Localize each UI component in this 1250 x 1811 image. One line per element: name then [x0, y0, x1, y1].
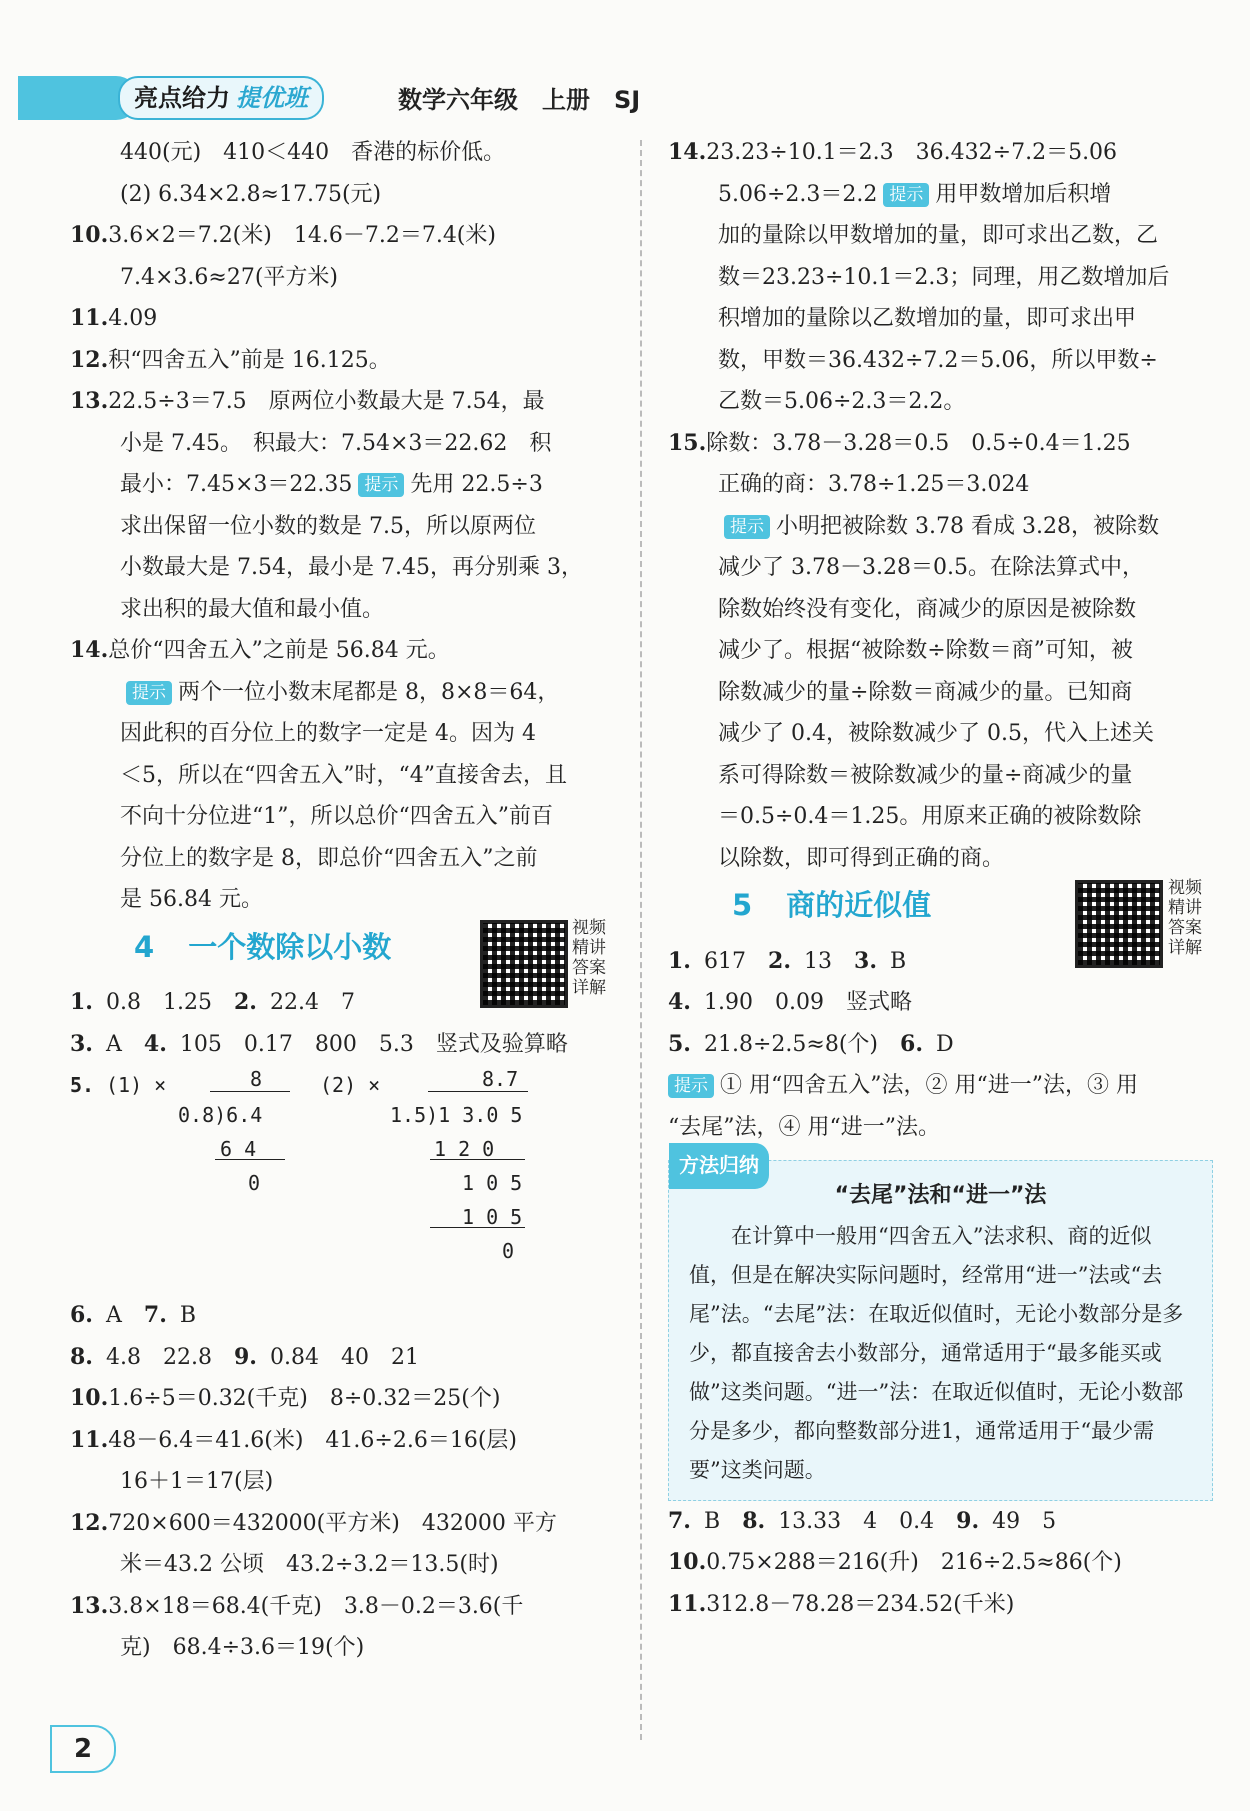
tip-text: 系可得除数＝被除数减少的量÷商减少的量 [718, 762, 1133, 788]
tip-text: 减少了。根据“被除数÷除数＝商”可知，被 [718, 638, 1133, 663]
section-name: 商的近似值 [786, 888, 932, 922]
question-number: 5. [668, 1030, 691, 1057]
book-title: 数学六年级 上册 SJ [398, 86, 641, 114]
question-number: 14. [668, 139, 707, 165]
qr-caption: 视频精讲 答案详解 [1168, 878, 1202, 958]
method-summary-box [668, 1153, 1213, 1501]
tip-text: ＜5，所以在“四舍五入”时，“4”直接舍去，且 [120, 762, 567, 788]
text-line: (2) 6.34×2.8≈17.75(元) [120, 181, 382, 207]
question-number: 12. [70, 346, 109, 373]
question-number: 6. [70, 1302, 93, 1328]
answer-text: B [704, 1508, 721, 1534]
tip-text: 减少了 3.78－3.28＝0.5。在除法算式中， [718, 555, 1144, 580]
question-number: 9. [234, 1343, 257, 1370]
answer-text: 总价“四舍五入”之前是 56.84 元。 [108, 638, 450, 663]
division-bar [210, 1091, 290, 1092]
question-number: 3. [70, 1030, 93, 1057]
question-number: 12. [70, 1509, 109, 1536]
answer-text: 5.06÷2.3＝2.2 [718, 181, 878, 207]
tip-text: 乙数＝5.06÷2.3＝2.2。 [718, 389, 966, 414]
question-number: 11. [668, 1590, 707, 1617]
answer-text: 4.8 22.8 [106, 1344, 212, 1370]
question-number: 2. [234, 989, 257, 1015]
division-line [430, 1227, 525, 1228]
long-division-area [70, 1065, 625, 1295]
brand-badge [118, 76, 324, 120]
answer-text: 3.8×18＝68.4(千克) 3.8－0.2＝3.6(千 [108, 1593, 524, 1619]
page-header [18, 70, 1078, 120]
tip-badge: 提示 [126, 681, 172, 705]
answer-text: 1.6÷5＝0.32(千克) 8÷0.32＝25(个) [108, 1386, 501, 1411]
question-number: 11. [70, 1426, 109, 1453]
answer-text: 49 5 [992, 1508, 1057, 1534]
tip-text: “去尾”法，④ 用“进一”法。 [668, 1114, 940, 1140]
answer-text: 0.8 1.25 [106, 990, 212, 1015]
question-number: 7. [668, 1507, 691, 1534]
question-number: 13. [70, 388, 109, 414]
answer-text: B [890, 948, 907, 974]
question-number: 13. [70, 1592, 109, 1619]
section-number: 4 [134, 929, 155, 964]
text-line: 440(元) 410＜440 香港的标价低。 [120, 140, 506, 165]
tip-text: 两个一位小数末尾都是 8，8×8＝64， [178, 679, 560, 705]
question-number: 8. [70, 1343, 93, 1370]
tip-text: 是 56.84 元。 [120, 887, 263, 912]
answer-text: 正确的商：3.78÷1.25＝3.024 [718, 472, 1030, 497]
tip-text: 数，甲数＝36.432÷7.2＝5.06，所以甲数÷ [718, 347, 1158, 373]
tip-text: 以除数，即可得到正确的商。 [718, 845, 1005, 871]
answer-text: 22.5÷3＝7.5 原两位小数最大是 7.54，最 [108, 389, 545, 414]
answer-text: 312.8－78.28＝234.52(千米) [706, 1591, 1015, 1617]
division-step: 6 4 [220, 1137, 257, 1161]
tip-text: 除数始终没有变化，商减少的原因是被除数 [718, 596, 1137, 622]
tip-text: 小明把被除数 3.78 看成 3.28，被除数 [776, 513, 1159, 539]
answer-text: (1) × [106, 1073, 167, 1097]
tip-text: 小数最大是 7.54，最小是 7.45，再分别乘 3， [120, 555, 583, 580]
answer-text: A [106, 1303, 122, 1328]
division-dividend: 0.8)6.4 [178, 1103, 263, 1127]
answer-text: 除数：3.78－3.28＝0.5 0.5÷0.4＝1.25 [706, 430, 1131, 456]
tip-badge: 提示 [724, 515, 770, 539]
tip-text: 因此积的百分位上的数字一定是 4。因为 4 [120, 721, 536, 746]
question-number: 5. [70, 1073, 95, 1097]
division-quotient: 8 [250, 1067, 263, 1091]
question-number: 14. [70, 637, 109, 663]
tip-text: ① 用“四舍五入”法，② 用“进一”法，③ 用 [720, 1073, 1138, 1098]
division-step: 1 0 5 [462, 1171, 523, 1195]
tip-text: 数＝23.23÷10.1＝2.3；同理，用乙数增加后 [718, 264, 1170, 290]
question-number: 10. [70, 1385, 109, 1411]
section-number: 5 [732, 888, 753, 922]
answer-text: (2) × [320, 1073, 381, 1097]
answer-text: 米＝43.2 公顷 43.2÷3.2＝13.5(时) [120, 1552, 499, 1577]
answer-text: 105 0.17 800 5.3 竖式及验算略 [179, 1031, 568, 1057]
answer-text: 4.09 [108, 306, 158, 331]
answer-text: 720×600＝432000(平方米) 432000 平方 [108, 1510, 557, 1536]
tip-text: 加的量除以甲数增加的量，即可求出乙数，乙 [718, 223, 1159, 248]
answer-text: 22.4 7 [270, 990, 355, 1015]
method-badge: 方法归纳 [669, 1143, 769, 1189]
tip-text: 减少了 0.4，被除数减少了 0.5，代入上述关 [718, 721, 1154, 746]
answer-text: 13.33 4 0.4 [778, 1508, 935, 1534]
question-number: 10. [70, 222, 109, 248]
question-number: 1. [70, 989, 93, 1015]
question-number: 7. [143, 1302, 167, 1328]
division-dividend: 1.5)1 3.0 5 [390, 1103, 523, 1127]
question-number: 3. [854, 947, 877, 974]
tip-text: 除数减少的量÷除数＝商减少的量。已知商 [718, 679, 1133, 705]
question-number: 15. [668, 429, 707, 456]
answer-text: 23.23÷10.1＝2.3 36.432÷7.2＝5.06 [706, 140, 1118, 165]
answer-text: 0.84 40 21 [270, 1344, 419, 1370]
tip-badge: 提示 [668, 1074, 714, 1098]
qr-code[interactable] [480, 920, 568, 1008]
tip-badge: 提示 [358, 473, 404, 497]
section-name: 一个数除以小数 [188, 929, 392, 964]
answer-text: 克) 68.4÷3.6＝19(个) [120, 1635, 365, 1660]
division-step: 1 2 0 [434, 1137, 495, 1161]
answer-text: 1.90 0.09 竖式略 [704, 990, 912, 1015]
tip-text: 求出保留一位小数的数是 7.5，所以原两位 [120, 513, 536, 539]
question-number: 9. [956, 1507, 980, 1534]
tip-badge: 提示 [883, 183, 929, 207]
tip-text: ＝0.5÷0.4＝1.25。用原来正确的被除数除 [718, 804, 1142, 829]
brand-subtext: 提优班 [236, 84, 308, 112]
question-number: 6. [900, 1030, 923, 1057]
division-quotient: 8.7 [482, 1067, 519, 1091]
qr-caption: 视频精讲 答案详解 [572, 918, 606, 998]
tip-text: 分位上的数字是 8，即总价“四舍五入”之前 [120, 845, 538, 871]
tip-text: 先用 22.5÷3 [410, 472, 543, 497]
answer-text: 积“四舍五入”前是 16.125。 [108, 347, 391, 373]
question-number: 8. [742, 1507, 766, 1534]
answer-text: 21.8÷2.5≈8(个) [704, 1031, 879, 1057]
answer-text: 48－6.4＝41.6(米) 41.6÷2.6＝16(层) [108, 1427, 517, 1453]
column-divider [640, 140, 642, 1740]
answer-text: 617 [704, 948, 746, 974]
tip-text: 积增加的量除以乙数增加的量，即可求出甲 [718, 306, 1137, 331]
question-number: 10. [668, 1549, 707, 1575]
method-body: 在计算中一般用“四舍五入”法求积、商的近似值，但是在解决实际问题时，经常用“进一”法或“去尾”法。“去尾”法：在取近似值时，无论小数部分是多少，都直接舍去小数部分，通常适用于“最多能买或做”这类问题。“进一”法：在取近似值时，无论小数部分是多少，都向整数部分进1，通常适用于“最少需要”这类问题。 [689, 1223, 1184, 1482]
answer-text: D [936, 1031, 954, 1057]
division-line [215, 1159, 285, 1160]
left-column [70, 132, 625, 1669]
method-title: “去尾”法和“进一”法 [834, 1183, 1047, 1208]
answer-text: 0.75×288＝216(升) 216÷2.5≈86(个) [706, 1550, 1122, 1575]
question-number: 4. [668, 989, 691, 1015]
answer-text: 13 [804, 948, 833, 974]
division-bar [428, 1091, 528, 1092]
question-number: 2. [768, 947, 791, 974]
answer-text: B [179, 1303, 197, 1328]
brand-text: 亮点给力 [134, 84, 230, 112]
question-number: 1. [668, 947, 691, 974]
answer-text: 7.4×3.6≈27(平方米) [120, 264, 339, 290]
division-remainder: 0 [248, 1171, 261, 1195]
tip-text: 求出积的最大值和最小值。 [120, 596, 385, 622]
tip-text: 不向十分位进“1”，所以总价“四舍五入”前百 [120, 804, 553, 829]
answer-text: 16＋1＝17(层) [120, 1469, 274, 1494]
answer-text: A [106, 1031, 122, 1057]
question-number: 4. [143, 1030, 167, 1057]
right-column [668, 132, 1213, 1625]
answer-text: 最小：7.45×3＝22.35 [120, 472, 353, 497]
division-line [430, 1159, 525, 1160]
question-number: 11. [70, 305, 109, 331]
division-step: 1 0 5 [462, 1205, 523, 1229]
qr-code[interactable] [1075, 880, 1163, 968]
answer-text: 小是 7.45。 积最大：7.54×3＝22.62 积 [120, 430, 552, 456]
answer-text: 3.6×2＝7.2(米) 14.6－7.2＝7.4(米) [108, 223, 496, 248]
tip-text: 用甲数增加后积增 [935, 181, 1112, 207]
page-number: 2 [50, 1725, 116, 1773]
division-remainder: 0 [502, 1239, 515, 1263]
